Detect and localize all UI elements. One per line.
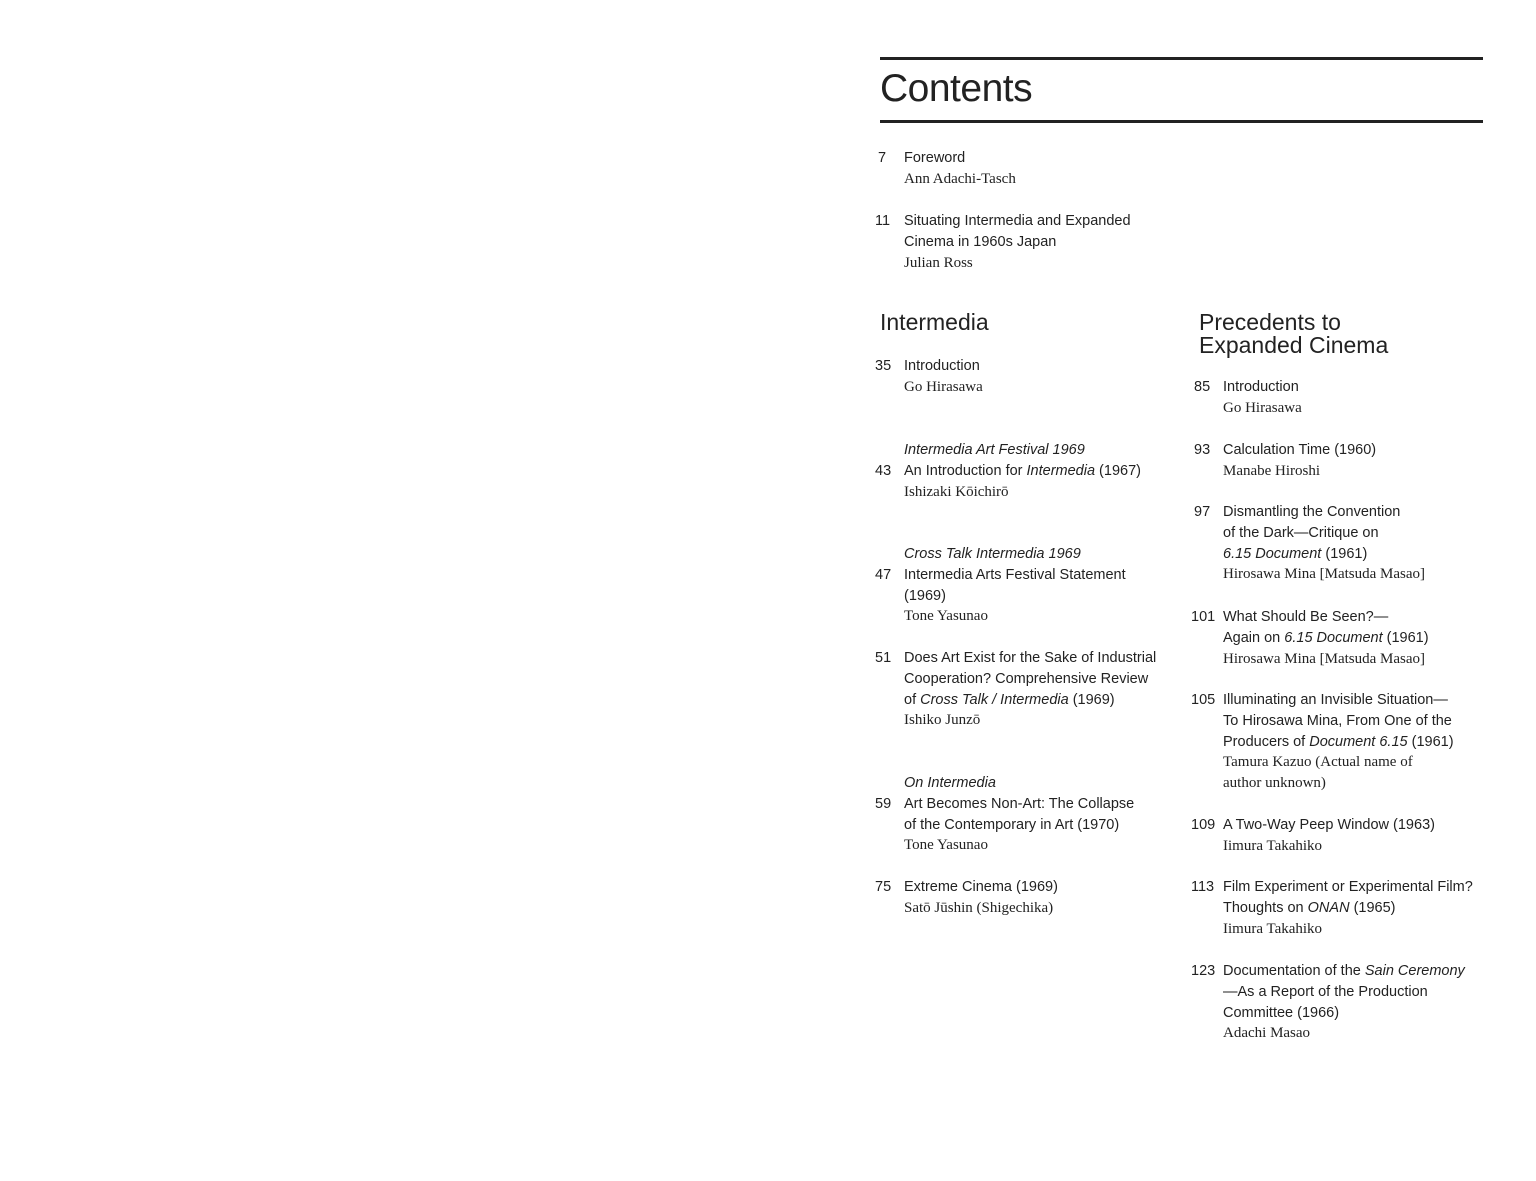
entry-title-line: What Should Be Seen?— <box>1223 609 1389 625</box>
entry-title: Introduction <box>904 358 980 374</box>
entry-group-label: On Intermedia <box>904 775 996 791</box>
entry-title: Introduction <box>1223 379 1299 395</box>
section-heading-precedents: Precedents to Expanded Cinema <box>1199 309 1389 358</box>
page-number: 51 <box>875 650 892 666</box>
entry-title-line: Committee (1966) <box>1223 1004 1340 1021</box>
bottom-rule <box>880 120 1483 123</box>
entry-author: Manabe Hiroshi <box>1223 462 1321 479</box>
page-number: 47 <box>875 566 892 583</box>
entry-author: Tone Yasunao <box>904 837 988 854</box>
entry-author-line: Tamura Kazuo (Actual name of <box>1223 754 1413 771</box>
entry-title: Extreme Cinema (1969) <box>904 879 1058 895</box>
entry-author: Iimura Takahiko <box>1223 837 1323 854</box>
entry-title-line: Documentation of the Sain Ceremony <box>1223 963 1465 979</box>
section-heading-intermedia: Intermedia <box>880 309 989 335</box>
entry-title-line: of Cross Talk / Intermedia (1969) <box>904 691 1115 708</box>
entry-author: Ishiko Junzō <box>904 712 981 729</box>
page-number: 59 <box>875 795 892 812</box>
entry-title-line: of the Contemporary in Art (1970) <box>904 816 1120 833</box>
page-number: 113 <box>1191 879 1215 895</box>
page-title: Contents <box>880 67 1033 110</box>
page-number: 85 <box>1194 379 1211 395</box>
entry-author: Julian Ross <box>904 254 973 271</box>
top-rule <box>880 57 1483 60</box>
entry-author-line: author unknown) <box>1223 775 1326 792</box>
entry-title-line: Art Becomes Non-Art: The Collapse <box>904 795 1135 812</box>
entry-title-line: Intermedia Arts Festival Statement <box>904 566 1126 583</box>
entry-title-line: Cinema in 1960s Japan <box>904 233 1057 250</box>
entry-title-line: Film Experiment or Experimental Film? <box>1223 879 1473 895</box>
entry-title: A Two-Way Peep Window (1963) <box>1223 817 1435 833</box>
entry-title-line: Producers of Document 6.15 (1961) <box>1223 733 1454 750</box>
entry-author: Ishizaki Kōichirō <box>904 483 1009 500</box>
entry-title-line: Does Art Exist for the Sake of Industrial <box>904 650 1157 666</box>
entry-author: Hirosawa Mina [Matsuda Masao] <box>1223 566 1426 583</box>
page-number: 123 <box>1191 963 1216 979</box>
entry-title-line: Thoughts on ONAN (1965) <box>1223 899 1396 916</box>
entry-title: Foreword <box>904 150 966 166</box>
page-number: 75 <box>875 879 892 895</box>
entry-title: Calculation Time (1960) <box>1223 442 1377 458</box>
page-number: 43 <box>875 462 892 479</box>
entry-author: Satō Jūshin (Shigechika) <box>904 899 1054 916</box>
entry-author: Tone Yasunao <box>904 608 988 625</box>
page-number: 109 <box>1191 817 1216 833</box>
entry-title-line: Cooperation? Comprehensive Review <box>904 670 1149 687</box>
entry-group-label: Intermedia Art Festival 1969 <box>904 442 1085 458</box>
entry-title-line: An Introduction for Intermedia (1967) <box>904 462 1141 479</box>
page-number: 35 <box>875 358 892 374</box>
page-number: 93 <box>1194 442 1211 458</box>
entry-author: Go Hirasawa <box>904 378 983 395</box>
entry-title-line: Dismantling the Convention <box>1223 504 1401 520</box>
entry-title-line: Again on 6.15 Document (1961) <box>1223 629 1429 646</box>
entry-title-line: of the Dark—Critique on <box>1223 524 1379 541</box>
page-number: 101 <box>1191 609 1216 625</box>
page-number: 11 <box>875 213 891 229</box>
entry-title-line: —As a Report of the Production <box>1223 983 1428 1000</box>
entry-title-line: Situating Intermedia and Expanded <box>904 213 1131 229</box>
entry-author: Hirosawa Mina [Matsuda Masao] <box>1223 650 1426 667</box>
entry-author: Go Hirasawa <box>1223 399 1302 416</box>
entry-title-line: Illuminating an Invisible Situation— <box>1223 692 1448 708</box>
entry-author: Iimura Takahiko <box>1223 920 1323 937</box>
page-number: 7 <box>878 150 887 166</box>
page-number: 97 <box>1194 504 1211 520</box>
page-number: 105 <box>1191 692 1216 708</box>
entry-title-line: (1969) <box>904 587 946 604</box>
entry-title-line: To Hirosawa Mina, From One of the <box>1223 712 1452 729</box>
entry-title-line: 6.15 Document (1961) <box>1223 545 1368 562</box>
entry-group-label: Cross Talk Intermedia 1969 <box>904 546 1081 562</box>
entry-author: Ann Adachi-Tasch <box>904 170 1016 187</box>
entry-author: Adachi Masao <box>1223 1025 1311 1042</box>
